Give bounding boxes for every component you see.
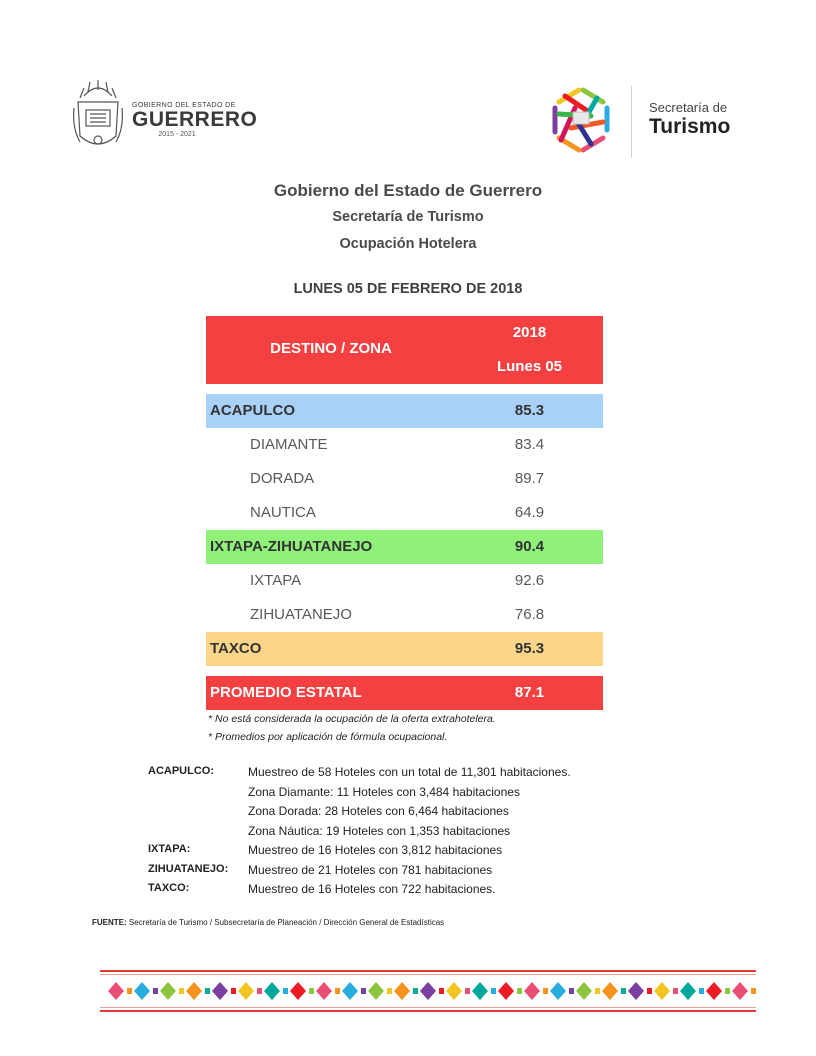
guerrero-government-logo bbox=[70, 78, 270, 158]
row-value: 64.9 bbox=[514, 504, 545, 521]
embroidery-stitch bbox=[439, 988, 444, 994]
embroidery-motif bbox=[238, 982, 254, 1000]
embroidery-motif bbox=[368, 982, 384, 1000]
embroidery-motif bbox=[212, 982, 228, 1000]
embroidery-stitch bbox=[413, 988, 418, 994]
embroidery-stitch bbox=[127, 988, 132, 994]
embroidery-motif bbox=[316, 982, 332, 1000]
embroidery-stitch bbox=[725, 988, 730, 994]
embroidery-stitch bbox=[257, 988, 262, 994]
embroidery-motif bbox=[550, 982, 566, 1000]
embroidery-stitch bbox=[647, 988, 652, 994]
source-label: FUENTE: bbox=[92, 918, 127, 927]
embroidery-motif bbox=[342, 982, 358, 1000]
report-titles bbox=[0, 180, 816, 257]
embroidery-stitch bbox=[569, 988, 574, 994]
header-destination: DESTINO / ZONA bbox=[270, 340, 392, 357]
row-dorada bbox=[206, 462, 603, 496]
source-note bbox=[92, 918, 444, 927]
report-name: Ocupación Hotelera bbox=[339, 236, 477, 252]
embroidery-motif bbox=[654, 982, 670, 1000]
embroidery-motif bbox=[420, 982, 436, 1000]
page-subtitle: Secretaría de Turismo bbox=[332, 209, 484, 225]
embroidery-motif bbox=[186, 982, 202, 1000]
embroidery-motif bbox=[446, 982, 462, 1000]
row-name: TAXCO bbox=[210, 640, 262, 657]
embroidery-stitch bbox=[673, 988, 678, 994]
embroidery-stitch bbox=[231, 988, 236, 994]
embroidery-stitch bbox=[361, 988, 366, 994]
report-date: LUNES 05 DE FEBRERO DE 2018 bbox=[293, 281, 523, 297]
embroidery-stitch bbox=[621, 988, 626, 994]
row-name: DIAMANTE bbox=[250, 436, 328, 453]
sample-label: IXTAPA: bbox=[148, 843, 191, 855]
row-name: NAUTICA bbox=[250, 504, 316, 521]
row-value: 83.4 bbox=[514, 436, 545, 453]
row-ixtapa-zihuatanejo bbox=[206, 530, 603, 564]
embroidery-motif bbox=[290, 982, 306, 1000]
row-promedio-estatal bbox=[206, 676, 603, 710]
embroidery-stitch bbox=[491, 988, 496, 994]
row-ixtapa bbox=[206, 564, 603, 598]
note-item: * Promedios por aplicación de fórmula ocupacional. bbox=[208, 731, 448, 743]
gov-state-name: GUERRERO bbox=[132, 108, 258, 131]
embroidery-motif bbox=[680, 982, 696, 1000]
sample-label: TAXCO: bbox=[148, 882, 190, 894]
sample-label: ACAPULCO: bbox=[148, 765, 214, 777]
embroidery-stitch bbox=[699, 988, 704, 994]
embroidery-motif bbox=[498, 982, 514, 1000]
embroidery-stitch bbox=[751, 988, 756, 994]
embroidery-stitch bbox=[205, 988, 210, 994]
secretariat-label: Secretaría de bbox=[649, 100, 728, 115]
decorative-embroidery-band bbox=[100, 968, 756, 1014]
embroidery-stitch bbox=[153, 988, 158, 994]
sample-text: Muestreo de 21 Hoteles con 781 habitaciones bbox=[248, 862, 493, 877]
sample-text: Muestreo de 16 Hoteles con 722 habitaciones. bbox=[248, 882, 496, 896]
embroidery-stitch bbox=[283, 988, 288, 994]
embroidery-motif bbox=[108, 982, 124, 1000]
sample-text: Muestreo de 16 Hoteles con 3,812 habitaciones bbox=[248, 843, 503, 857]
embroidery-motif bbox=[524, 982, 540, 1000]
sample-text: Muestreo de 58 Hoteles con un total de 11,301 habitaciones. bbox=[248, 765, 571, 779]
embroidery-motif bbox=[602, 982, 618, 1000]
table-notes bbox=[208, 710, 496, 746]
row-name: ACAPULCO bbox=[210, 402, 295, 419]
embroidery-motif bbox=[732, 982, 748, 1000]
row-value: 76.8 bbox=[514, 606, 545, 623]
embroidery-stitch bbox=[387, 988, 392, 994]
gov-small-label: GOBIERNO DEL ESTADO DE bbox=[132, 102, 236, 109]
embroidery-motif bbox=[472, 982, 488, 1000]
embroidery-motif bbox=[264, 982, 280, 1000]
source-text: Secretaría de Turismo / Subsecretaría de Planeación / Dirección General de Estadísticas bbox=[128, 918, 445, 927]
row-name: IXTAPA bbox=[250, 572, 302, 589]
row-name: PROMEDIO ESTATAL bbox=[210, 684, 362, 701]
header-year: 2018 bbox=[512, 324, 547, 341]
embroidery-motif bbox=[134, 982, 150, 1000]
sample-text: Zona Diamante: 11 Hoteles con 3,484 habitaciones bbox=[248, 784, 520, 799]
embroidery-stitch bbox=[309, 988, 314, 994]
sample-text: Zona Náutica: 19 Hoteles con 1,353 habitaciones bbox=[248, 823, 511, 838]
tourism-secretariat-logo bbox=[545, 82, 755, 164]
embroidery-stitch bbox=[543, 988, 548, 994]
row-value: 92.6 bbox=[514, 572, 545, 589]
header-day: Lunes 05 bbox=[496, 358, 563, 375]
embroidery-motif bbox=[160, 982, 176, 1000]
row-value: 89.7 bbox=[514, 470, 545, 487]
row-value: 87.1 bbox=[514, 684, 545, 701]
row-acapulco bbox=[206, 394, 603, 428]
row-diamante bbox=[206, 428, 603, 462]
row-value: 85.3 bbox=[514, 402, 545, 419]
embroidery-stitch bbox=[517, 988, 522, 994]
embroidery-motif bbox=[576, 982, 592, 1000]
embroidery-stitch bbox=[335, 988, 340, 994]
page-title: Gobierno del Estado de Guerrero bbox=[273, 181, 543, 200]
row-name: DORADA bbox=[250, 470, 315, 487]
embroidery-motif bbox=[628, 982, 644, 1000]
sample-text: Zona Dorada: 28 Hoteles con 6,464 habitaciones bbox=[248, 804, 509, 818]
row-zihuatanejo bbox=[206, 598, 603, 632]
note-item: * No está considerada la ocupación de la oferta extrahotelera. bbox=[208, 713, 496, 725]
table-header bbox=[206, 316, 603, 384]
sample-label: ZIHUATANEJO: bbox=[148, 862, 229, 875]
row-nautica bbox=[206, 496, 603, 530]
tourism-label: Turismo bbox=[649, 115, 731, 138]
row-value: 90.4 bbox=[514, 538, 545, 555]
row-value: 95.3 bbox=[514, 640, 545, 657]
occupancy-table bbox=[206, 316, 603, 710]
gov-term-years: 2015 - 2021 bbox=[158, 131, 196, 138]
row-taxco bbox=[206, 632, 603, 666]
row-name: ZIHUATANEJO bbox=[250, 606, 352, 623]
row-name: IXTAPA-ZIHUATANEJO bbox=[210, 538, 373, 555]
embroidery-stitch bbox=[595, 988, 600, 994]
tourism-emblem-icon bbox=[545, 82, 617, 160]
logo-divider bbox=[631, 86, 632, 158]
embroidery-motif bbox=[394, 982, 410, 1000]
embroidery-stitch bbox=[465, 988, 470, 994]
embroidery-motif bbox=[706, 982, 722, 1000]
state-seal-icon bbox=[70, 78, 126, 156]
embroidery-stitch bbox=[179, 988, 184, 994]
